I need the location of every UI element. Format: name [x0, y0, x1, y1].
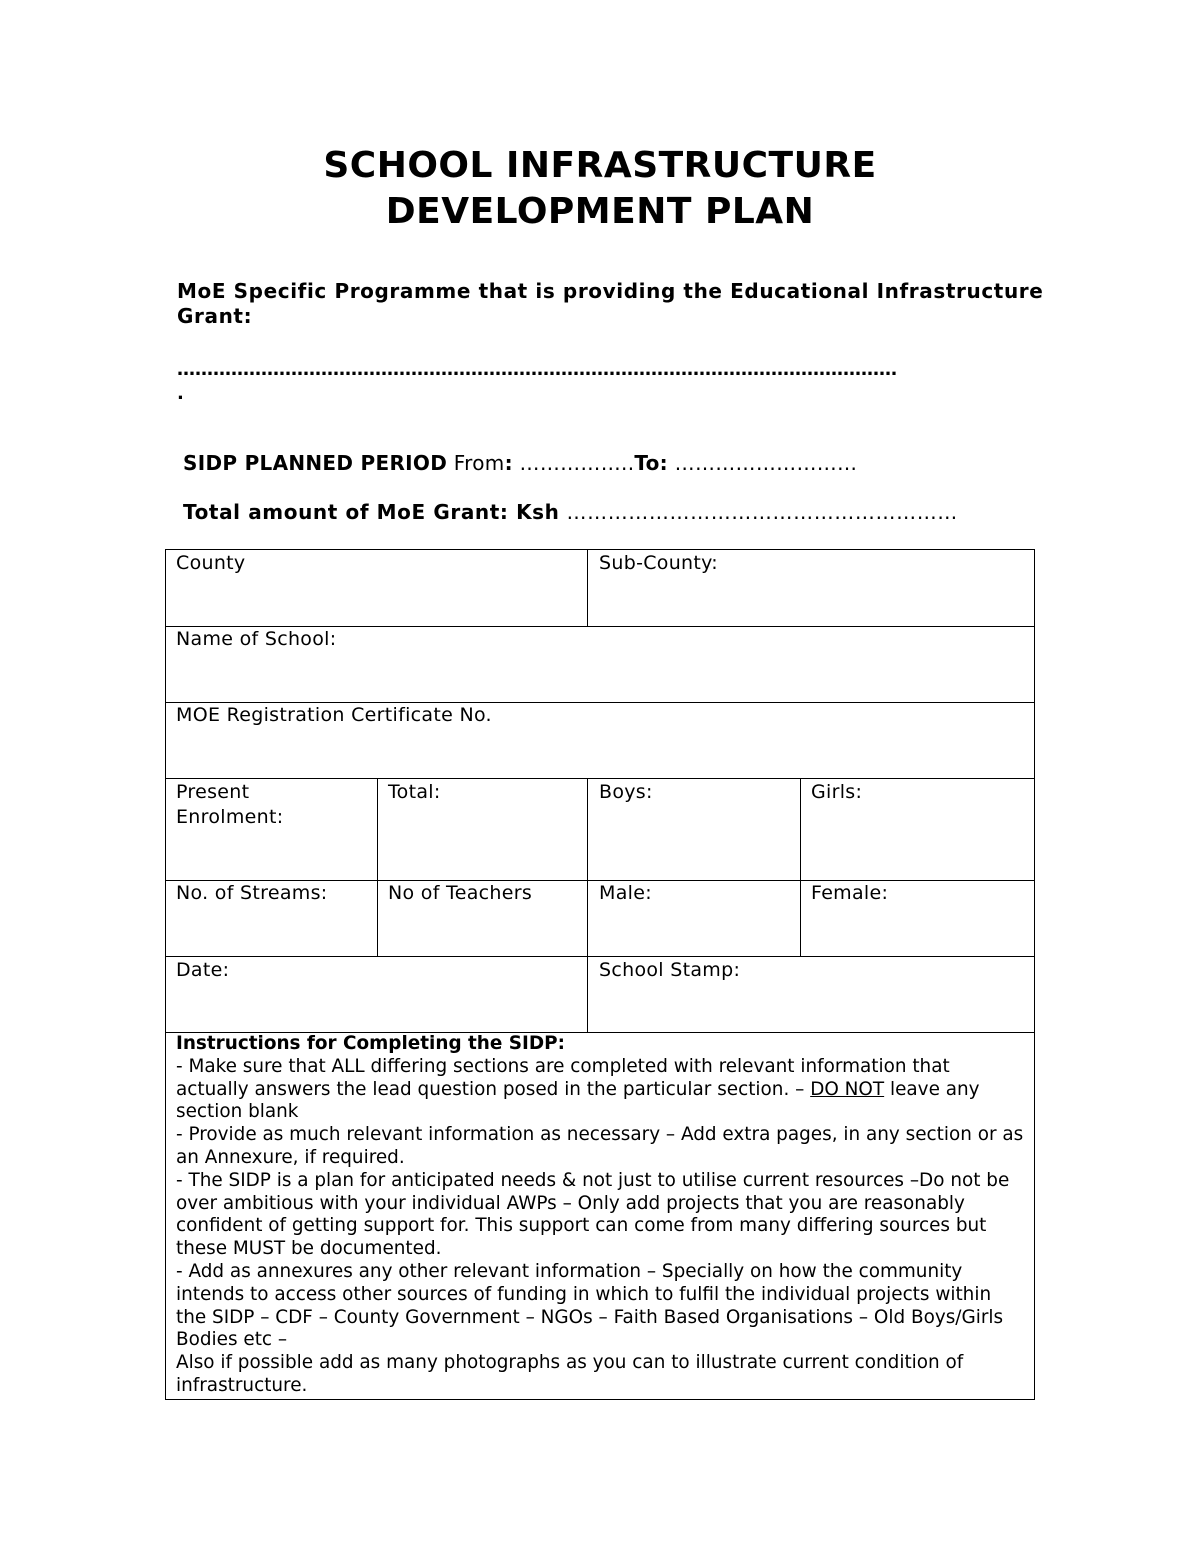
county-field[interactable]: County: [176, 552, 246, 574]
instructions-section: [176, 1033, 1026, 1398]
from-blank[interactable]: ……………..: [512, 451, 635, 475]
column-divider: [587, 778, 588, 956]
row-divider: [165, 956, 1035, 957]
row-divider: [165, 778, 1035, 779]
instruction-item: - Provide as much relevant information as necessary – Add extra pages, in any section or as an Annexure, if required.: [176, 1124, 1024, 1168]
sub-county-field[interactable]: Sub-County:: [599, 552, 719, 574]
programme-blank-end: .: [177, 383, 184, 404]
school-stamp-field[interactable]: School Stamp:: [599, 959, 741, 981]
streams-field[interactable]: No. of Streams:: [176, 882, 328, 904]
grant-amount-blank[interactable]: …………………………………………………: [559, 500, 958, 524]
enrolment-label-line-1: Present: [176, 781, 250, 803]
title-line-1: SCHOOL INFRASTRUCTURE: [323, 145, 877, 186]
enrolment-label: [176, 780, 283, 830]
planned-period-row: [183, 450, 857, 476]
programme-blank-line[interactable]: …………………………………………………………………………………………………………: [177, 359, 897, 380]
school-name-field[interactable]: Name of School:: [176, 628, 337, 650]
girls-field[interactable]: Girls:: [811, 781, 863, 803]
instruction-text: leave any section blank: [176, 1078, 980, 1123]
planned-period-label: SIDP PLANNED PERIOD: [183, 451, 448, 475]
to-blank[interactable]: ………………………: [667, 451, 858, 475]
page-title: [0, 143, 1200, 235]
instruction-item: - Add as annexures any other relevant information – Specially on how the community intends to access other sources of funding in which to fulfil the individual projects within the SIDP – CDF – County Government – NGOs – Faith Based Organisations – Old Boys/Girls Bodies etc –: [176, 1260, 1004, 1351]
teachers-label: No of Teachers: [388, 882, 533, 904]
instruction-text: - Make sure that ALL differing sections are completed with relevant information that actually answers the lead question posed in the particular section. –: [176, 1055, 950, 1100]
to-label: To:: [634, 451, 668, 475]
boys-field[interactable]: Boys:: [599, 781, 653, 803]
grant-amount-row: [183, 499, 958, 525]
female-teachers-field[interactable]: Female:: [811, 882, 889, 904]
column-divider: [587, 549, 588, 626]
column-divider: [377, 778, 378, 956]
instruction-item: Also if possible add as many photographs as you can to illustrate current condition of infrastructure.: [176, 1352, 964, 1396]
from-label: From: [453, 451, 505, 475]
column-divider: [800, 778, 801, 956]
date-field[interactable]: Date:: [176, 959, 230, 981]
title-line-2: DEVELOPMENT PLAN: [385, 191, 815, 232]
instruction-item: [176, 1056, 1026, 1124]
instructions-heading: Instructions for Completing the SIDP:: [176, 1033, 565, 1054]
column-divider: [587, 956, 588, 1032]
instruction-item: - The SIDP is a plan for anticipated needs & not just to utilise current resources –Do not be over ambitious with your individual AWPs – Only add projects that you are reasonably confident of getting support for. This support can come from many differing sources but these MUST be documented.: [176, 1169, 1010, 1260]
from-colon: :: [504, 451, 513, 475]
programme-label: MoE Specific Programme that is providing the Educational Infrastructure Grant:: [177, 279, 1044, 328]
grant-amount-label: Total amount of MoE Grant: Ksh: [183, 500, 560, 524]
male-teachers-field[interactable]: Male:: [599, 882, 652, 904]
enrolment-label-line-2: Enrolment:: [176, 806, 284, 828]
registration-number-field[interactable]: MOE Registration Certificate No.: [176, 704, 492, 726]
instruction-emphasis: DO NOT: [810, 1078, 885, 1100]
total-enrolment-field[interactable]: Total:: [388, 781, 441, 803]
